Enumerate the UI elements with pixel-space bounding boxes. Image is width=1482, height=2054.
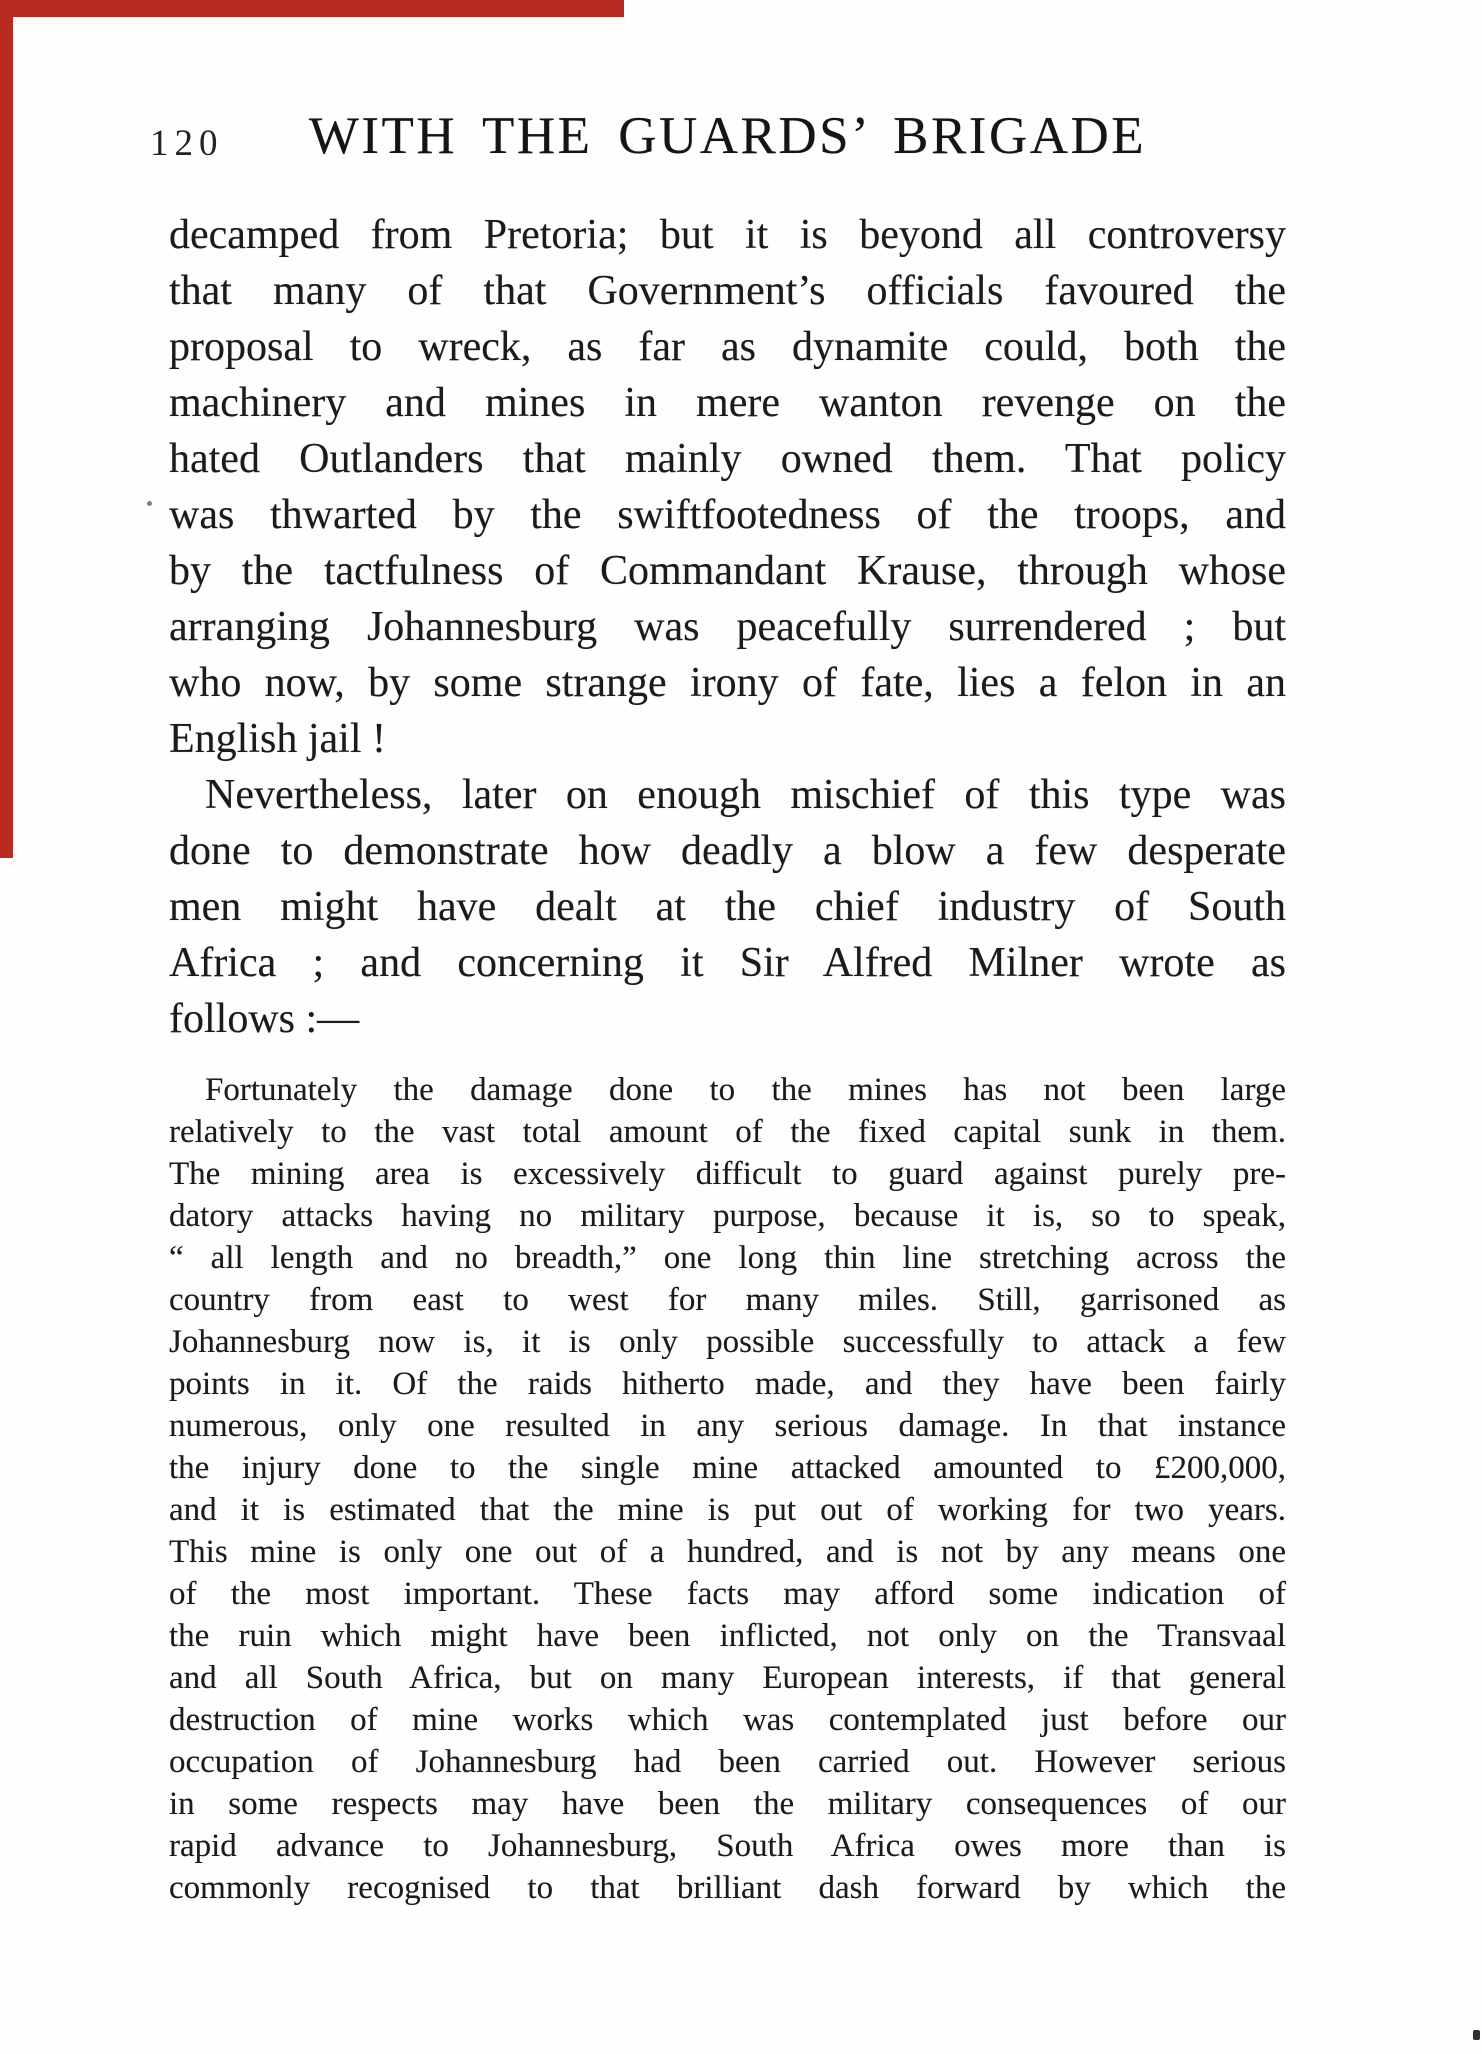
text-line: machinery and mines in mere wanton revenge on the [169, 380, 1286, 426]
paragraph-decamped [169, 207, 1286, 767]
text-line: numerous, only one resulted in any serious damage. In that instance [169, 1408, 1286, 1444]
text-line: decamped from Pretoria; but it is beyond all controversy [169, 212, 1286, 258]
milner-quote-block [169, 1069, 1286, 1909]
text-line: Johannesburg now is, it is only possible successfully to attack a few [169, 1324, 1286, 1360]
text-line: was thwarted by the swiftfootedness of the troops, and [169, 492, 1286, 538]
text-line: and all South Africa, but on many European interests, if that general [169, 1660, 1286, 1696]
text-line: commonly recognised to that brilliant dash forward by which the [169, 1870, 1286, 1906]
text-line: men might have dealt at the chief industry of South [169, 884, 1286, 930]
text-line: Africa ; and concerning it Sir Alfred Milner wrote as [169, 940, 1286, 986]
text-line: the injury done to the single mine attacked amounted to £200,000, [169, 1450, 1286, 1486]
text-line: arranging Johannesburg was peacefully surrendered ; but [169, 604, 1286, 650]
text-line: Fortunately the damage done to the mines has not been large [205, 1072, 1286, 1108]
text-line: of the most important. These facts may afford some indication of [169, 1576, 1286, 1612]
scan-speck [1473, 2030, 1480, 2040]
text-line: This mine is only one out of a hundred, and is not by any means one [169, 1534, 1286, 1570]
text-line: that many of that Government’s officials favoured the [169, 268, 1286, 314]
text-line: destruction of mine works which was contemplated just before our [169, 1702, 1286, 1738]
text-line: occupation of Johannesburg had been carried out. However serious [169, 1744, 1286, 1780]
text-line: English jail ! [169, 716, 386, 762]
text-line: The mining area is excessively difficult to guard against purely pre- [169, 1156, 1286, 1192]
text-line: datory attacks having no military purpose, because it is, so to speak, [169, 1198, 1286, 1234]
text-line: who now, by some strange irony of fate, lies a felon in an [169, 660, 1286, 706]
red-cover-edge-top [0, 0, 624, 17]
text-line: done to demonstrate how deadly a blow a few desperate [169, 828, 1286, 874]
page-number: 120 [150, 123, 224, 164]
text-line: by the tactfulness of Commandant Krause, through whose [169, 548, 1286, 594]
text-line: points in it. Of the raids hitherto made, and they have been fairly [169, 1366, 1286, 1402]
text-line: in some respects may have been the military consequences of our [169, 1786, 1286, 1822]
text-line: proposal to wreck, as far as dynamite could, both the [169, 324, 1286, 370]
red-cover-edge-left [0, 0, 13, 858]
text-line: follows :— [169, 996, 360, 1042]
text-line: hated Outlanders that mainly owned them. That policy [169, 436, 1286, 482]
text-line: and it is estimated that the mine is put out of working for two years. [169, 1492, 1286, 1528]
text-block [169, 207, 1286, 1909]
scan-speck [147, 501, 152, 506]
paragraph-nevertheless [169, 767, 1286, 1047]
running-head-title: WITH THE GUARDS’ BRIGADE [308, 107, 1147, 165]
text-line: rapid advance to Johannesburg, South Africa owes more than is [169, 1828, 1286, 1864]
text-line: Nevertheless, later on enough mischief of this type was [205, 772, 1286, 818]
text-line: relatively to the vast total amount of the fixed capital sunk in them. [169, 1114, 1286, 1150]
text-line: country from east to west for many miles. Still, garrisoned as [169, 1282, 1286, 1318]
text-line: the ruin which might have been inflicted, not only on the Transvaal [169, 1618, 1286, 1654]
text-line: “ all length and no breadth,” one long thin line stretching across the [169, 1240, 1286, 1276]
